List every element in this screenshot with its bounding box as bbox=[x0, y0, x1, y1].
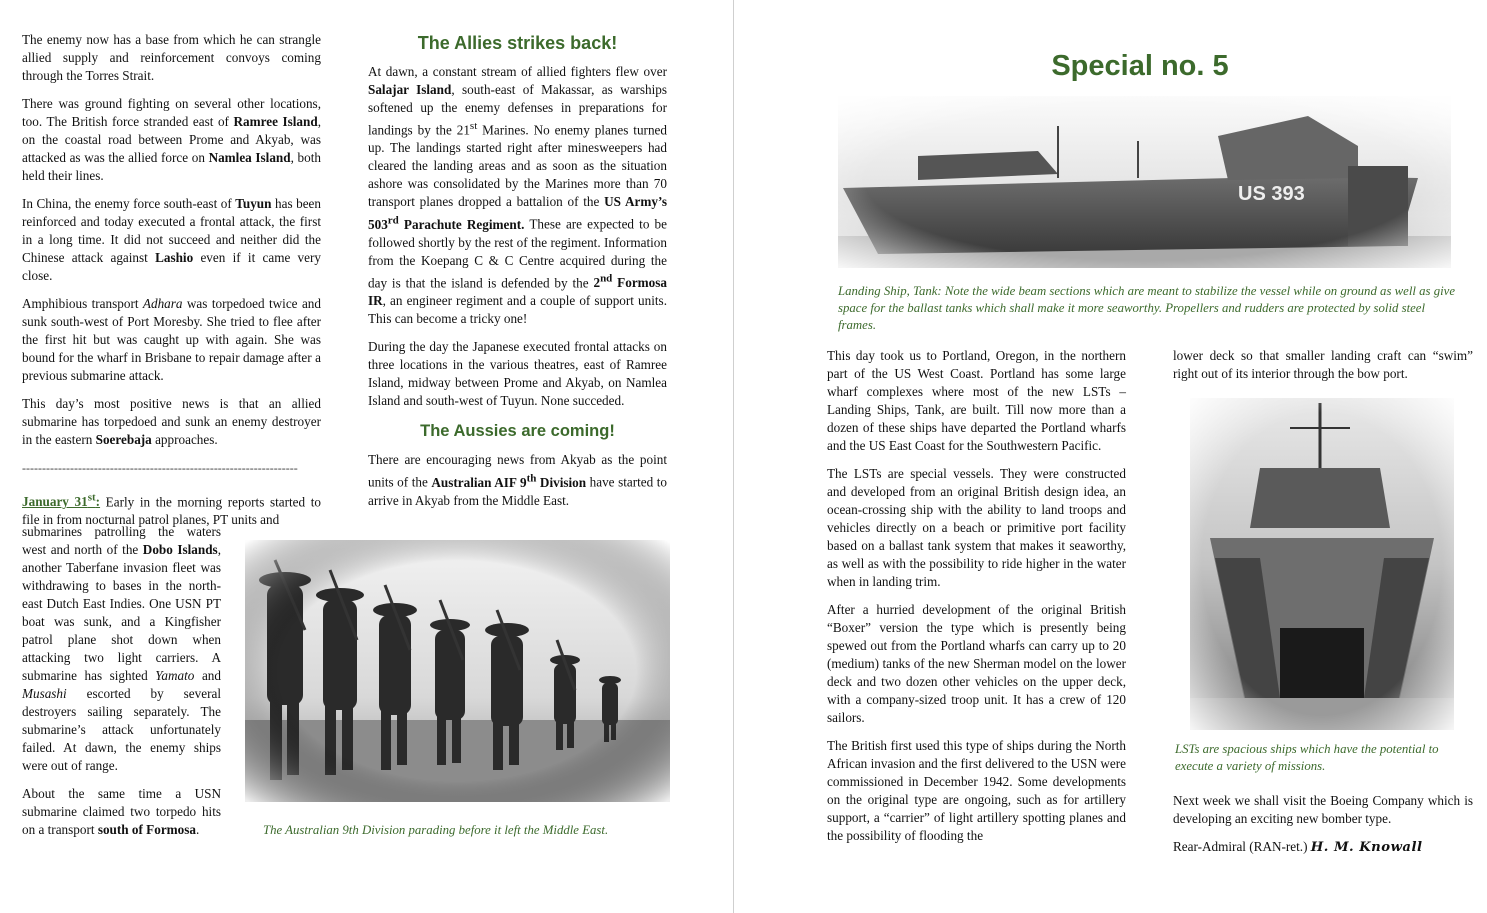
paragraph: During the day the Japanese executed frontal attacks on three locations in the various theatres, east of Ramree Island, midway between Prome and Akyab, on Namlea Island and south-west of Tuyun. None succeded. bbox=[368, 339, 667, 409]
paragraph: After a hurried development of the original British “Boxer” version the type which is presently being spewed out from the Portland wharfs can carry up to 20 (medium) tanks of the new Sherman model on the lower deck and two dozen other vehicles on the upper deck, with a company-sized troop unit. It has a crew of 120 sailors. bbox=[827, 602, 1126, 725]
right-column-1 bbox=[827, 347, 1126, 855]
paragraph: This day’s most positive news is that an allied submarine has torpedoed and sunk an enemy destroyer in the eastern Soerebaja approaches. bbox=[22, 396, 321, 447]
page-divider bbox=[733, 0, 734, 913]
right-column-2 bbox=[1173, 347, 1473, 393]
left-column-2 bbox=[368, 32, 667, 520]
paragraph: About the same time a USN submarine claimed two torpedo hits on a transport south of Formosa. bbox=[22, 786, 221, 837]
left-column-1-narrow bbox=[22, 523, 221, 849]
paragraph: submarines patrolling the waters west and north of the Dobo Islands, another Taberfane invasion fleet was withdrawing to bases in the north-east Dutch East Indies. One USN PT boat was sunk, and a Kingfisher patrol plane shot down when attacking two light carriers. A submarine has sighted Yamato and Musashi escorted by several destroyers sailing separately. The submarine’s attack unfortunately failed. At dawn, the enemy ships were out of range. bbox=[22, 524, 221, 773]
paragraph: The LSTs are special vessels. They were constructed and developed from an original British design idea, an ocean-crossing ship with the ability to land troops and vehicles directly on a beach or primitive port facility based on a ballast tank system that makes it seaworthy, as well as with the possibility to ride higher in the water when in landing trim. bbox=[827, 466, 1126, 589]
paragraph: In China, the enemy force south-east of Tuyun has been reinforced and today executed a frontal attack, the first in a long time. It did not succeed and neither did the Chinese attack against Lashio even if it came very close. bbox=[22, 196, 321, 283]
paragraph: At dawn, a constant stream of allied fighters flew over Salajar Island, south-east of Makassar, as warships softened up the enemy defenses in preparations for landings by the 21st Marines. No enemy planes turned up. The landings started right after minesweepers had cleared the landing areas and as soon as the situation ashore was consolidated by the Marines more than 70 transport planes dropped a battalion of the US Army’s 503rd Parachute Regiment. These are expected to be followed shortly by the rest of the regiment. Information from the Koepang C & C Centre acquired during the day is that the island is defended by the 2nd Formosa IR, an engineer regiment and a couple of support units. This can become a tricky one! bbox=[368, 64, 668, 327]
ship-photo-caption: Landing Ship, Tank: Note the wide beam sections which are meant to stabilize the vessel while on ground as well as give space for the ballast tanks which shall make it more seaworthy. Propellers and rudders are protected by solid steel frames. bbox=[838, 284, 1456, 332]
paragraph: Amphibious transport Adhara was torpedoed twice and sunk south-west of Port Moresby. She tried to flee after the first hit but was caught up with again. She was bound for the wharf in Brisbane to repair damage after a previous submarine attack. bbox=[22, 296, 321, 383]
soldiers-parade-photo bbox=[245, 540, 670, 802]
bow-photo-caption: LSTs are spacious ships which have the potential to execute a variety of missions. bbox=[1175, 742, 1439, 773]
paragraph: This day took us to Portland, Oregon, in the northern part of the US West Coast. Portland has some large wharf complexes where most of the new LSTs – Landing Ships, Tank, are built. Till now more than a dozen of these ships have departed the Portland wharfs and the US East Coast for the Southwestern Pacific. bbox=[827, 348, 1126, 453]
paragraph: The enemy now has a base from which he can strangle allied supply and reinforcement convoys coming through the Torres Strait. bbox=[22, 32, 321, 83]
landing-ship-photo bbox=[838, 96, 1451, 268]
paragraph: Next week we shall visit the Boeing Company which is developing an exciting new bomber type. bbox=[1173, 793, 1473, 826]
paragraph: January 31st: Early in the morning reports started to file in from nocturnal patrol planes, PT units and bbox=[22, 492, 321, 528]
separator-line: --------------------------------------------------------------------- bbox=[22, 461, 298, 475]
left-column-1 bbox=[22, 31, 321, 529]
right-column-2-lower bbox=[1173, 792, 1473, 867]
paragraph: There are encouraging news from Akyab as the point units of the Australian AIF 9th Division have started to arrive in Akyab from the Middle East. bbox=[368, 452, 668, 508]
photo-caption: The Australian 9th Division parading before it left the Middle East. bbox=[263, 823, 609, 837]
date-label: January 31st: bbox=[22, 492, 101, 510]
signoff-line: Rear-Admiral (RAN-ret.) H. M. Knowall bbox=[1173, 839, 1423, 855]
paragraph: There was ground fighting on several other locations, too. The British force stranded east of Ramree Island, on the coastal road between Prome and Akyab, was attacked as was the allied force on Namlea Island, both held their lines. bbox=[22, 96, 321, 183]
paragraph: The British first used this type of ships during the North African invasion and the first delivered to the USN were commissioned in December 1942. Some developments on the original type are ongoing, such as for artillery support, a “carrier” of light artillery spotting planes and the possibility of flooding the bbox=[827, 738, 1126, 843]
paragraph: lower deck so that smaller landing craft can “swim” right out of its interior through the bow port. bbox=[1173, 348, 1473, 381]
lst-bow-photo bbox=[1190, 398, 1454, 730]
section-heading: The Aussies are coming! bbox=[420, 422, 615, 441]
page-title: Special no. 5 bbox=[1051, 50, 1229, 82]
section-heading: The Allies strikes back! bbox=[417, 33, 618, 53]
signature: H. M. Knowall bbox=[1310, 840, 1423, 855]
